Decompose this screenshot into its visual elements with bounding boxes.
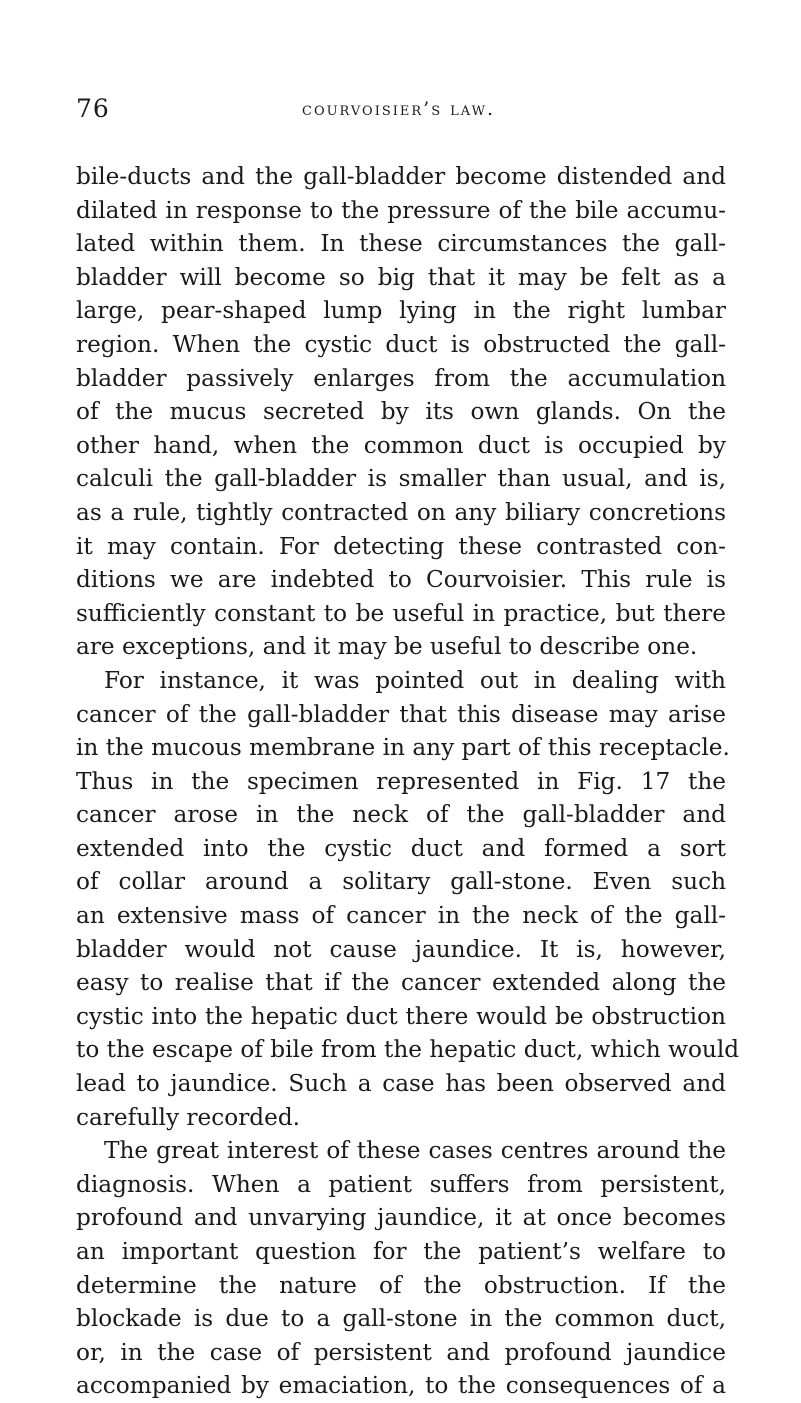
text-line: bladder would not cause jaundice. It is, however,	[76, 935, 726, 963]
text-line: bladder will become so big that it may be felt as a	[76, 263, 726, 291]
text-line: region. When the cystic duct is obstructed the gall-	[76, 330, 726, 358]
text-line: large, pear-shaped lump lying in the right lumbar	[76, 297, 726, 325]
text-line: or, in the case of persistent and profound jaundice	[76, 1338, 726, 1366]
text-line: bladder passively enlarges from the accumulation	[76, 364, 726, 392]
text-line: lated within them. In these circumstances the gall-	[76, 230, 726, 258]
text-line-paragraph-start: The great interest of these cases centres around the	[104, 1137, 726, 1165]
body-text	[76, 160, 740, 1403]
running-head: courvoisier’s law.	[302, 98, 496, 120]
page-number: 76	[76, 94, 110, 123]
text-line: carefully recorded.	[76, 1103, 301, 1131]
text-line: diagnosis. When a patient suffers from persistent,	[76, 1170, 726, 1198]
text-line: cystic into the hepatic duct there would be obstruction	[76, 1002, 726, 1030]
text-line-paragraph-start: For instance, it was pointed out in dealing with	[104, 666, 726, 694]
text-line: as a rule, tightly contracted on any biliary concretions	[76, 498, 726, 526]
text-line: of collar around a solitary gall-stone. Even such	[76, 868, 726, 896]
page-header	[0, 94, 801, 134]
text-line: blockade is due to a gall-stone in the common duct,	[76, 1305, 726, 1333]
text-line: dilated in response to the pressure of the bile accumu-	[76, 196, 726, 224]
text-line: cancer of the gall-bladder that this disease may arise	[76, 700, 726, 728]
text-line: calculi the gall-bladder is smaller than usual, and is,	[76, 465, 726, 493]
text-line: determine the nature of the obstruction. If the	[76, 1271, 726, 1299]
text-line: other hand, when the common duct is occupied by	[76, 431, 726, 459]
text-line: easy to realise that if the cancer extended along the	[76, 969, 726, 997]
text-line: cancer arose in the neck of the gall-bladder and	[76, 801, 726, 829]
text-line: bile-ducts and the gall-bladder become distended and	[76, 163, 726, 190]
text-line: to the escape of bile from the hepatic duct, which would	[76, 1036, 740, 1064]
text-line: Thus in the specimen represented in Fig. 17 the	[76, 767, 726, 795]
text-line: an important question for the patient’s welfare to	[76, 1238, 726, 1265]
text-line: it may contain. For detecting these contrasted con-	[76, 532, 726, 560]
text-line: accompanied by emaciation, to the consequences of a	[76, 1372, 726, 1400]
text-line: profound and unvarying jaundice, it at once becomes	[76, 1204, 726, 1232]
text-line: in the mucous membrane in any part of this receptacle.	[76, 734, 730, 762]
text-line: extended into the cystic duct and formed a sort	[76, 834, 726, 862]
text-line: lead to jaundice. Such a case has been observed and	[76, 1070, 726, 1098]
text-line: are exceptions, and it may be useful to describe one.	[76, 633, 698, 661]
text-line: an extensive mass of cancer in the neck of the gall-	[76, 902, 726, 930]
text-line: sufficiently constant to be useful in practice, but there	[76, 599, 726, 627]
text-line: of the mucus secreted by its own glands. On the	[76, 398, 726, 426]
text-line: ditions we are indebted to Courvoisier. This rule is	[76, 566, 726, 594]
